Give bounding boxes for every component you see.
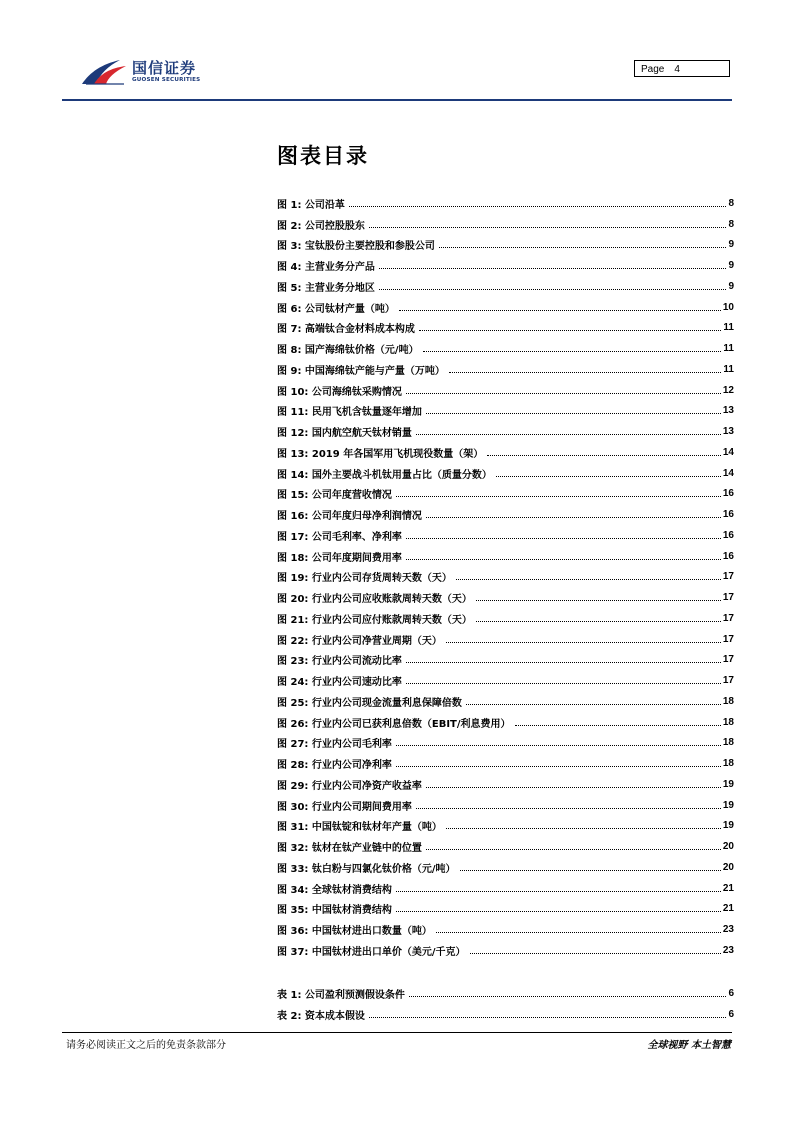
figure-entry-label: 图 4: 主营业务分产品 [277, 262, 375, 274]
guosen-logo-icon [80, 54, 128, 88]
figure-entry-page: 9 [728, 260, 734, 272]
figure-entry[interactable] [277, 525, 734, 546]
dot-leader [419, 330, 722, 331]
figure-entry-page: 11 [723, 363, 734, 375]
dot-leader [396, 496, 721, 497]
dot-leader [460, 870, 721, 871]
figure-entry-label: 图 14: 国外主要战斗机钛用量占比（质量分数） [277, 469, 492, 481]
figure-entry-label: 图 11: 民用飞机含钛量逐年增加 [277, 407, 422, 419]
figure-entry-page: 16 [722, 550, 734, 562]
figure-entry[interactable] [277, 567, 734, 588]
figure-entry-page: 9 [728, 280, 734, 292]
figure-entry-label: 图 30: 行业内公司期间费用率 [277, 801, 412, 813]
logo-chinese-name: 国信证券 [132, 59, 197, 77]
figure-entry-page: 13 [722, 426, 734, 438]
figure-entry-label: 图 37: 中国钛材进出口单价（美元/千克） [277, 946, 466, 958]
figure-entry-page: 17 [722, 571, 734, 583]
dot-leader [399, 310, 721, 311]
figure-entry-label: 图 16: 公司年度归母净利润情况 [277, 511, 422, 523]
figure-entry-page: 19 [722, 778, 734, 790]
figure-entry-label: 图 2: 公司控股股东 [277, 220, 365, 232]
figure-entry[interactable] [277, 421, 734, 442]
page-label: Page [641, 64, 665, 75]
figure-entry-label: 图 28: 行业内公司净利率 [277, 760, 392, 772]
dot-leader [416, 808, 721, 809]
figure-entry[interactable] [277, 255, 734, 276]
figure-entry-page: 19 [722, 799, 734, 811]
figure-entry[interactable] [277, 753, 734, 774]
figure-entry[interactable] [277, 587, 734, 608]
figure-entry-label: 图 18: 公司年度期间费用率 [277, 552, 402, 564]
figure-entry[interactable] [277, 297, 734, 318]
figure-entry-page: 8 [728, 218, 734, 230]
dot-leader [470, 953, 721, 954]
figure-entry[interactable] [277, 670, 734, 691]
figure-entry[interactable] [277, 878, 734, 899]
figure-entry[interactable] [277, 484, 734, 505]
figure-entry[interactable] [277, 546, 734, 567]
dot-leader [487, 455, 721, 456]
dot-leader [423, 351, 722, 352]
page-title: 图表目录 [277, 143, 369, 168]
dot-leader [446, 828, 721, 829]
figure-entry-label: 图 9: 中国海绵钛产能与产量（万吨） [277, 365, 445, 377]
figure-entry-label: 图 13: 2019 年各国军用飞机现役数量（架） [277, 448, 484, 460]
figure-entry[interactable] [277, 235, 734, 256]
figure-entry-label: 图 7: 高端钛合金材料成本构成 [277, 324, 415, 336]
figure-entry-label: 图 32: 钛材在钛产业链中的位置 [277, 843, 422, 855]
figure-entry-label: 图 25: 行业内公司现金流量利息保障倍数 [277, 697, 462, 709]
figure-entry-label: 图 31: 中国钛锭和钛材年产量（吨） [277, 822, 442, 834]
dot-leader [406, 538, 721, 539]
figure-entry-label: 图 22: 行业内公司净营业周期（天） [277, 635, 442, 647]
figure-entry-page: 10 [722, 301, 734, 313]
figure-entry-page: 20 [722, 841, 734, 853]
figure-entry-label: 图 27: 行业内公司毛利率 [277, 739, 392, 751]
figure-entry[interactable] [277, 629, 734, 650]
footer-divider [62, 1032, 732, 1033]
dot-leader [456, 579, 721, 580]
guosen-logo [80, 54, 210, 88]
figure-entry[interactable] [277, 193, 734, 214]
dot-leader [379, 289, 727, 290]
footer-disclaimer: 请务必阅读正文之后的免责条款部分 [66, 1040, 226, 1051]
figure-entry-label: 图 34: 全球钛材消费结构 [277, 884, 392, 896]
figure-entry-label: 图 29: 行业内公司净资产收益率 [277, 780, 422, 792]
figure-entry-label: 图 23: 行业内公司流动比率 [277, 656, 402, 668]
figure-entry[interactable] [277, 712, 734, 733]
table-entry[interactable] [277, 983, 734, 1004]
figure-list [277, 193, 734, 961]
figure-entry[interactable] [277, 380, 734, 401]
figure-entry[interactable] [277, 442, 734, 463]
dot-leader [406, 662, 721, 663]
page-number-box [634, 60, 730, 77]
figure-entry-page: 23 [722, 924, 734, 936]
figure-entry-page: 17 [722, 612, 734, 624]
figure-entry[interactable] [277, 463, 734, 484]
dot-leader [369, 227, 727, 228]
figure-entry[interactable] [277, 733, 734, 754]
figure-entry-page: 14 [722, 467, 734, 479]
figure-entry-label: 图 36: 中国钛材进出口数量（吨） [277, 926, 432, 938]
figure-entry-page: 18 [722, 716, 734, 728]
figure-entry[interactable] [277, 650, 734, 671]
figure-entry-label: 图 19: 行业内公司存货周转天数（天） [277, 573, 452, 585]
figure-entry[interactable] [277, 857, 734, 878]
figure-entry[interactable] [277, 359, 734, 380]
figure-entry[interactable] [277, 401, 734, 422]
figure-entry-page: 18 [722, 737, 734, 749]
figure-entry-label: 图 20: 行业内公司应收账款周转天数（天） [277, 594, 472, 606]
figure-entry-label: 图 15: 公司年度营收情况 [277, 490, 392, 502]
page-number: 4 [674, 64, 680, 75]
figure-entry[interactable] [277, 691, 734, 712]
dot-leader [496, 476, 721, 477]
figure-entry-page: 19 [722, 820, 734, 832]
header-divider [62, 99, 732, 101]
logo-english-name: GUOSEN SECURITIES [132, 77, 201, 83]
figure-entry-page: 18 [722, 695, 734, 707]
dot-leader [466, 704, 721, 705]
dot-leader [396, 911, 721, 912]
figure-entry-page: 12 [722, 384, 734, 396]
figure-entry-label: 图 8: 国产海绵钛价格（元/吨） [277, 345, 419, 357]
figure-entry-page: 11 [723, 322, 734, 334]
dot-leader [426, 849, 721, 850]
table-entry-label: 表 2: 资本成本假设 [277, 1010, 365, 1022]
table-entry-page: 6 [728, 1008, 734, 1020]
dot-leader [396, 766, 721, 767]
figure-entry[interactable] [277, 774, 734, 795]
figure-entry[interactable] [277, 214, 734, 235]
figure-entry-label: 图 12: 国内航空航天钛材销量 [277, 428, 412, 440]
figure-entry[interactable] [277, 899, 734, 920]
dot-leader [406, 393, 721, 394]
figure-entry-page: 17 [722, 654, 734, 666]
figure-entry[interactable] [277, 816, 734, 837]
figure-entry[interactable] [277, 608, 734, 629]
figure-entry-page: 16 [722, 488, 734, 500]
figure-entry[interactable] [277, 795, 734, 816]
figure-entry-page: 21 [722, 882, 734, 894]
dot-leader [406, 559, 721, 560]
dot-leader [426, 517, 721, 518]
figure-entry-label: 图 26: 行业内公司已获利息倍数（EBIT/利息费用） [277, 718, 511, 730]
figure-entry-label: 图 35: 中国钛材消费结构 [277, 905, 392, 917]
dot-leader [449, 372, 722, 373]
figure-entry[interactable] [277, 940, 734, 961]
figure-entry-label: 图 21: 行业内公司应付账款周转天数（天） [277, 614, 472, 626]
dot-leader [436, 932, 721, 933]
figure-entry-label: 图 3: 宝钛股份主要控股和参股公司 [277, 241, 435, 253]
figure-entry[interactable] [277, 919, 734, 940]
figure-entry-page: 9 [728, 239, 734, 251]
figure-entry[interactable] [277, 504, 734, 525]
figure-entry-label: 图 24: 行业内公司速动比率 [277, 677, 402, 689]
dot-leader [369, 1017, 727, 1018]
table-entry-label: 表 1: 公司盈利预测假设条件 [277, 989, 405, 1001]
dot-leader [439, 247, 727, 248]
table-entry-page: 6 [728, 987, 734, 999]
figure-entry-page: 23 [722, 944, 734, 956]
figure-entry-label: 图 33: 钛白粉与四氯化钛价格（元/吨） [277, 863, 456, 875]
figure-entry-label: 图 6: 公司钛材产量（吨） [277, 303, 395, 315]
figure-entry-page: 20 [722, 861, 734, 873]
figure-entry[interactable] [277, 318, 734, 339]
figure-entry-label: 图 1: 公司沿革 [277, 199, 345, 211]
figure-entry[interactable] [277, 836, 734, 857]
figure-entry-label: 图 5: 主营业务分地区 [277, 282, 375, 294]
dot-leader [446, 642, 721, 643]
dot-leader [379, 268, 727, 269]
dot-leader [476, 621, 721, 622]
figure-entry-page: 17 [722, 633, 734, 645]
figure-entry-page: 16 [722, 529, 734, 541]
dot-leader [409, 996, 727, 997]
dot-leader [515, 725, 721, 726]
figure-entry-label: 图 10: 公司海绵钛采购情况 [277, 386, 402, 398]
dot-leader [426, 413, 721, 414]
figure-entry-page: 16 [722, 509, 734, 521]
dot-leader [426, 787, 721, 788]
figure-entry-page: 21 [722, 903, 734, 915]
dot-leader [396, 891, 721, 892]
figure-entry-page: 14 [722, 446, 734, 458]
figure-entry-page: 11 [723, 343, 734, 355]
page-header [0, 0, 793, 104]
figure-entry-page: 18 [722, 758, 734, 770]
dot-leader [476, 600, 721, 601]
table-list [277, 983, 734, 1025]
figure-entry-page: 8 [728, 197, 734, 209]
dot-leader [416, 434, 721, 435]
footer-slogan: 全球视野 本土智慧 [647, 1040, 731, 1051]
figure-entry-page: 13 [722, 405, 734, 417]
figure-entry-page: 17 [722, 592, 734, 604]
table-entry[interactable] [277, 1004, 734, 1025]
dot-leader [406, 683, 721, 684]
figure-entry-label: 图 17: 公司毛利率、净利率 [277, 531, 402, 543]
figure-entry-page: 17 [722, 675, 734, 687]
figure-entry[interactable] [277, 276, 734, 297]
dot-leader [396, 745, 721, 746]
dot-leader [349, 206, 727, 207]
figure-entry[interactable] [277, 338, 734, 359]
